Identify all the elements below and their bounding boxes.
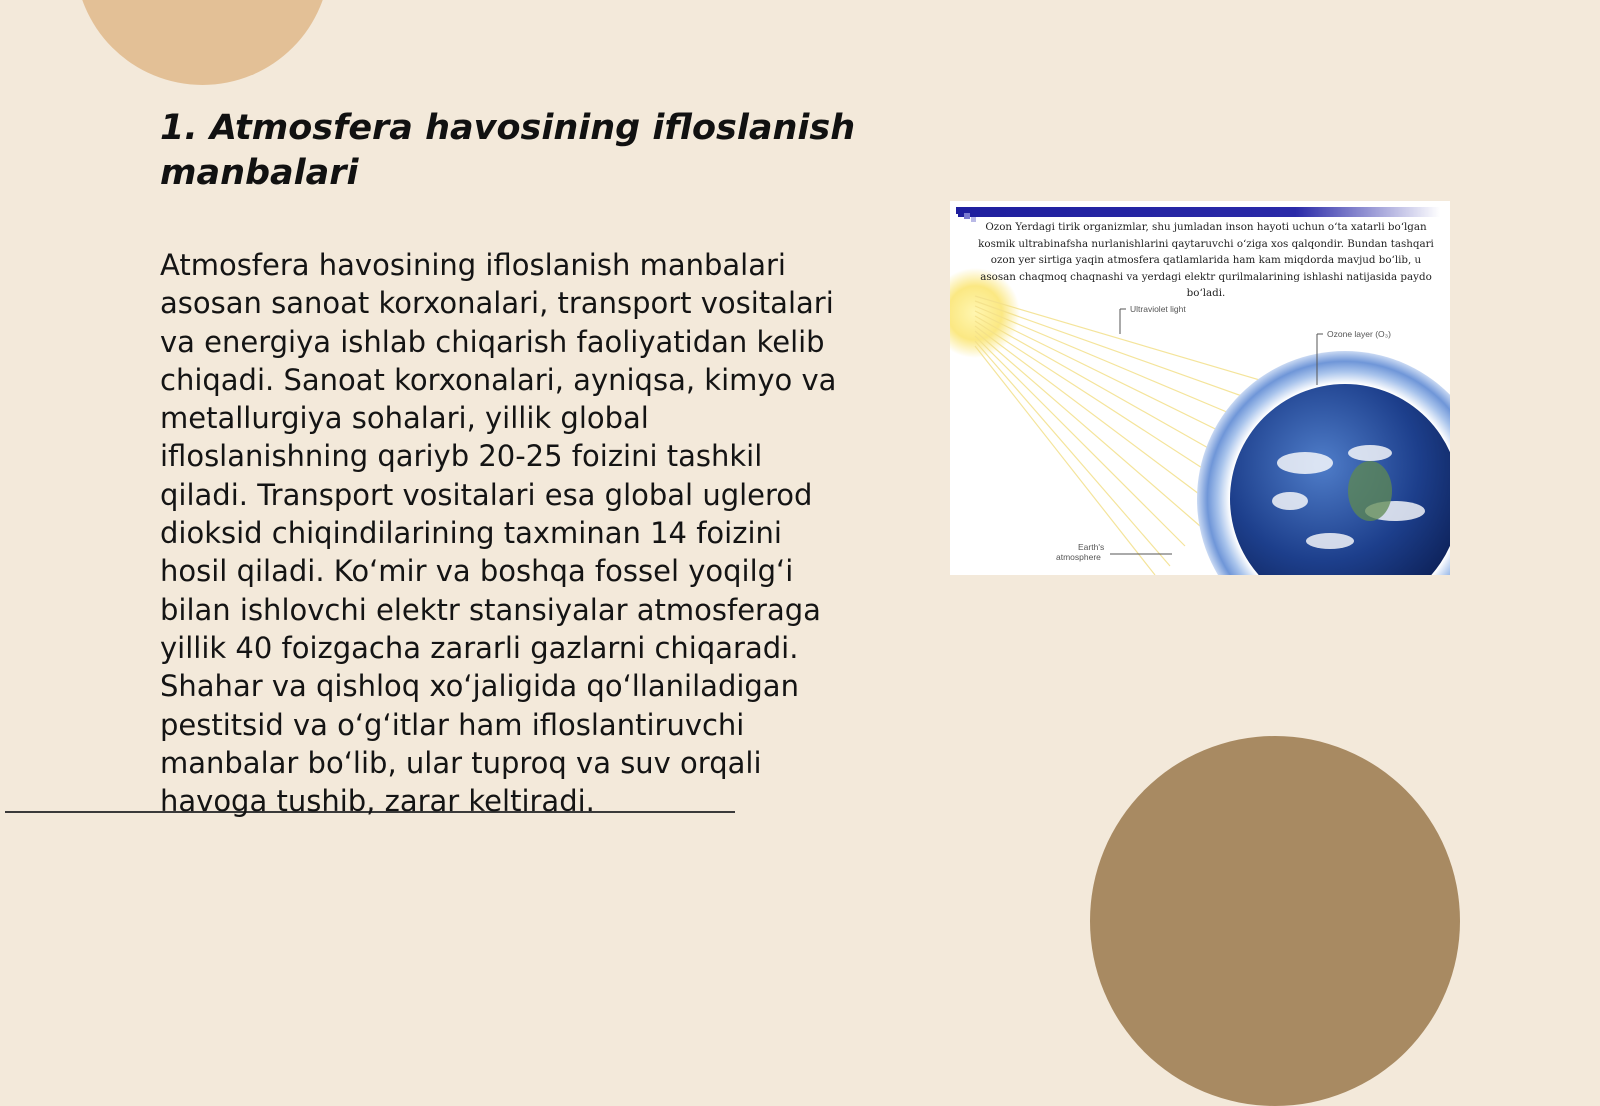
ozone-layer-label: Ozone layer (O₃) [1327, 329, 1391, 339]
earth-atmosphere-label-line2: atmosphere [1056, 552, 1101, 562]
decorative-circle-bottom [1090, 736, 1460, 1106]
figure-caption: Ozon Yerdagi tirik organizmlar, shu jumladan inson hayoti uchun o‘ta xatarli bo‘lgan kosmik ultrabinafsha nurlanishlarini qaytaruvchi o‘ziga xos qalqondir. Bundan tashqari ozon yer sirtiga yaqin atmosfera qatlamlarida ham kam miqdorda mavjud bo‘lib, u asosan chaqmoq chaqnashi va yerdagi elektr qurilmalarining ishlashi natijasida paydo bo‘ladi. [978, 221, 1434, 299]
slide-body-text: Atmosfera havosining ifloslanish manbalari asosan sanoat korxonalari, transport vositalari va energiya ishlab chiqarish faoliyatidan kelib chiqadi. Sanoat korxonalari, ayniqsa, kimyo va metallurgiya sohalari, yillik global ifloslanishning qariyb 20-25 foizini tashkil qiladi. Transport vositalari esa global uglerod dioksid chiqindilarining taxminan 14 foizini hosil qiladi. Ko‘mir va boshqa fossel yoqilg‘i bilan ishlovchi elektr stansiyalar atmosferaga yillik 40 foizgacha zararli gazlarni chiqaradi. Shahar va qishloq xo‘jaligida qo‘llaniladigan pestitsid va o‘g‘itlar ham ifloslantiruvchi manbalar bo‘lib, ular tuproq va suv orqali havoga tushib, zarar keltiradi. [160, 248, 837, 819]
landmass [1348, 461, 1392, 521]
ozone-layer-figure [950, 201, 1450, 575]
earth-atmosphere-label-line1: Earth's [1078, 542, 1105, 552]
decorative-circle-top [75, 0, 330, 85]
slide-title: 1. Atmosfera havosining ifloslanish manbalari [160, 108, 856, 193]
figure-header-band [958, 207, 1440, 217]
uv-light-label: Ultraviolet light [1130, 304, 1186, 314]
